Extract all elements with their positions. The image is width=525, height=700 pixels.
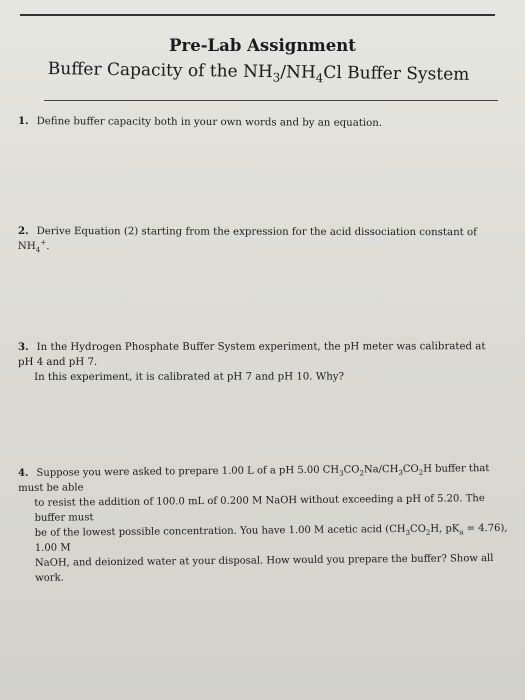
question-text-line: In this experiment, it is calibrated at pH 7 and pH 10. Why?: [34, 371, 345, 383]
subtitle-part: Cl Buffer System: [323, 62, 470, 85]
subtitle-subscript: 4: [315, 71, 324, 86]
question-number: 2.: [17, 225, 29, 238]
superscript: +: [40, 237, 47, 247]
question-text: Define buffer capacity both in your own words and by an equation.: [36, 116, 383, 129]
subscript: a: [459, 528, 464, 537]
question-3: [18, 339, 503, 385]
page-title: Pre-Lab Assignment: [169, 36, 356, 55]
question-number: 4.: [18, 467, 29, 479]
subtitle-part: Buffer Capacity of the NH: [47, 59, 273, 83]
subscript: 2: [425, 528, 431, 537]
question-text: Suppose you were asked to prepare 1.00 L of a pH 5.00 CH: [36, 464, 340, 479]
subtitle-part: /NH: [280, 62, 316, 83]
question-text: H buffer that must be able: [18, 463, 490, 494]
question-text: CO: [402, 463, 419, 475]
top-rule: [20, 14, 495, 16]
question-text: Derive Equation (2) starting from the expression for the acid dissociation constant of NH: [17, 226, 477, 253]
question-2: [18, 224, 498, 255]
question-text: Na/CH: [363, 464, 399, 476]
header-rule: [44, 100, 498, 101]
question-4: [18, 461, 509, 586]
question-text: CO: [343, 464, 360, 476]
subscript: 4: [35, 245, 41, 255]
question-text: = 4.76), 1.00 M: [34, 522, 508, 554]
subscript: 2: [359, 469, 365, 478]
question-text: H, pK: [430, 523, 460, 535]
question-number: 3.: [18, 340, 29, 353]
question-text: be of the lowest possible concentration. You have 1.00 M acetic acid (CH: [34, 523, 406, 539]
subtitle-subscript: 3: [272, 70, 281, 85]
question-number: 1.: [17, 114, 29, 128]
page-subtitle: [48, 59, 488, 85]
question-text-line: NaOH, and deionized water at your disposal. How would you prepare the buffer? Show all work.: [34, 553, 494, 584]
subscript: 2: [418, 468, 424, 477]
question-text-line: to resist the addition of 100.0 mL of 0.200 M NaOH without exceeding a pH of 5.20. The buffer must: [34, 493, 485, 524]
subscript: 3: [405, 528, 411, 537]
question-1: [18, 114, 488, 131]
subscript: 3: [398, 468, 403, 478]
question-text: CO: [409, 523, 426, 535]
subscript: 3: [339, 469, 344, 478]
question-text-line: In the Hydrogen Phosphate Buffer System experiment, the pH meter was calibrated at pH 4 and pH 7.: [18, 341, 486, 368]
question-text: .: [46, 241, 50, 253]
